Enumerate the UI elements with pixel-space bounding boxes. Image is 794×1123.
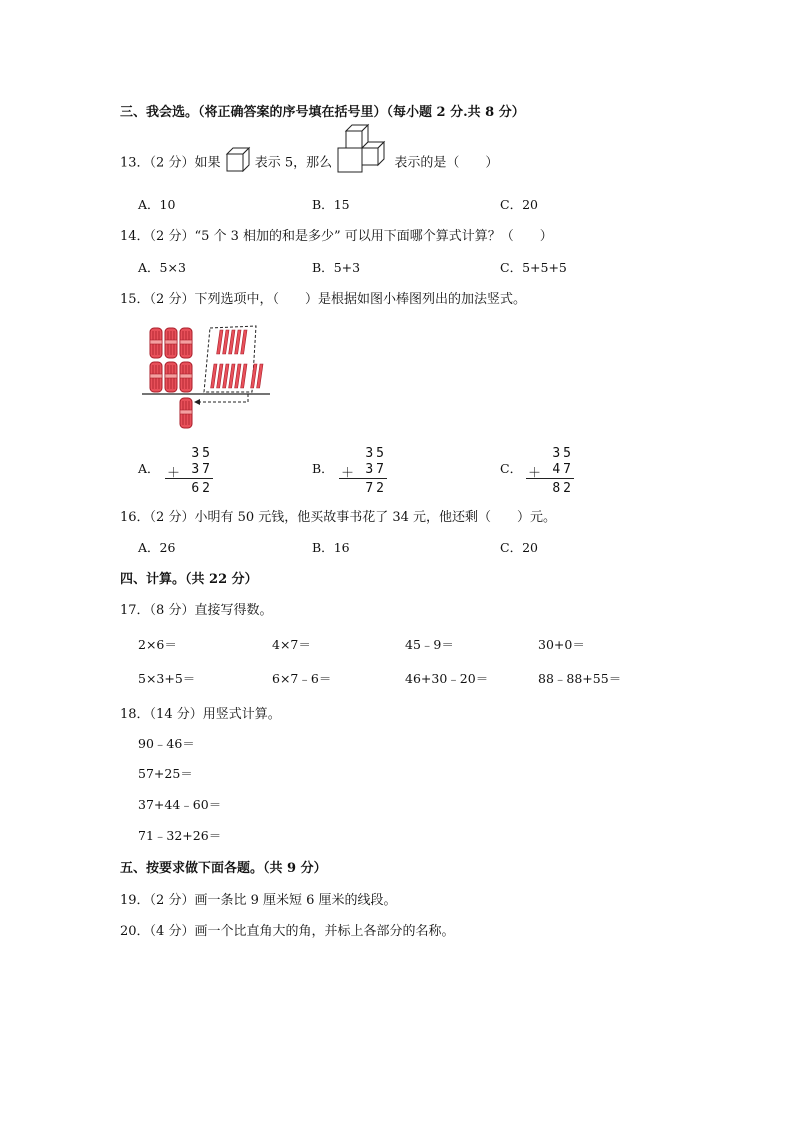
q13-option-c: C．20 bbox=[500, 197, 538, 212]
q14-option-c: C．5+5+5 bbox=[500, 260, 567, 275]
q15-option-b-letter: B． bbox=[312, 461, 334, 476]
q15-option-b-equation: 35 ＋ 37 72 bbox=[341, 446, 387, 496]
stick-bundles-image bbox=[138, 322, 272, 432]
q17-item: 4×7＝ bbox=[272, 637, 311, 652]
q16-option-c: C．20 bbox=[500, 540, 538, 555]
q14-option-a: A．5×3 bbox=[138, 260, 186, 275]
q15-option-c-equation: 35 ＋ 47 82 bbox=[528, 446, 574, 496]
q17-item: 45﹣9＝ bbox=[405, 637, 454, 652]
q13-middle: 表示 5，那么 bbox=[254, 155, 333, 171]
q16-option-b: B．16 bbox=[312, 540, 350, 555]
q16-prompt: 16．（2 分）小明有 50 元钱，他买故事书花了 34 元，他还剩（ ）元。 bbox=[120, 510, 557, 525]
q18-prompt: 18．（14 分）用竖式计算。 bbox=[120, 707, 281, 722]
q20-prompt: 20．（4 分）画一个比直角大的角，并标上各部分的名称。 bbox=[120, 924, 455, 939]
q15-option-c-letter: C． bbox=[500, 461, 523, 476]
q15-prompt: 15．（2 分）下列选项中，（ ）是根据如图小棒图列出的加法竖式。 bbox=[120, 292, 526, 307]
q17-prompt: 17．（8 分）直接写得数。 bbox=[120, 603, 273, 618]
q17-item: 46+30﹣20＝ bbox=[405, 671, 489, 686]
q17-item: 6×7﹣6＝ bbox=[272, 671, 332, 686]
q17-item: 88﹣88+55＝ bbox=[538, 671, 622, 686]
q19-prompt: 19．（2 分）画一条比 9 厘米短 6 厘米的线段。 bbox=[120, 893, 397, 908]
three-cubes-image bbox=[336, 123, 390, 175]
q13-option-b: B．15 bbox=[312, 197, 350, 212]
q17-item: 2×6＝ bbox=[138, 637, 177, 652]
q15-option-a-letter: A． bbox=[138, 461, 160, 476]
q13-prefix: 13．（2 分）如果 bbox=[120, 155, 221, 171]
q17-item: 30+0＝ bbox=[538, 637, 585, 652]
q17-item: 5×3+5＝ bbox=[138, 671, 196, 686]
section5-heading: 五、按要求做下面各题。（共 9 分） bbox=[120, 861, 327, 876]
q13-suffix: 表示的是（ ） bbox=[394, 155, 499, 171]
q13-prompt bbox=[120, 151, 498, 175]
q14-prompt: 14．（2 分）“5 个 3 相加的和是多少” 可以用下面哪个算式计算？（ ） bbox=[120, 229, 553, 244]
q18-item: 37+44﹣60＝ bbox=[138, 797, 222, 812]
single-cube-image bbox=[225, 146, 251, 172]
section4-heading: 四、计算。（共 22 分） bbox=[120, 572, 258, 587]
q13-option-a: A．10 bbox=[138, 197, 176, 212]
q18-item: 90﹣46＝ bbox=[138, 736, 195, 751]
q18-item: 71﹣32+26＝ bbox=[138, 828, 222, 843]
q16-option-a: A．26 bbox=[138, 540, 176, 555]
q15-option-a-equation: 35 ＋ 37 62 bbox=[167, 446, 213, 496]
q14-option-b: B．5+3 bbox=[312, 260, 361, 275]
q18-item: 57+25＝ bbox=[138, 766, 193, 781]
section3-heading: 三、我会选。（将正确答案的序号填在括号里）（每小题 2 分.共 8 分） bbox=[120, 105, 525, 120]
